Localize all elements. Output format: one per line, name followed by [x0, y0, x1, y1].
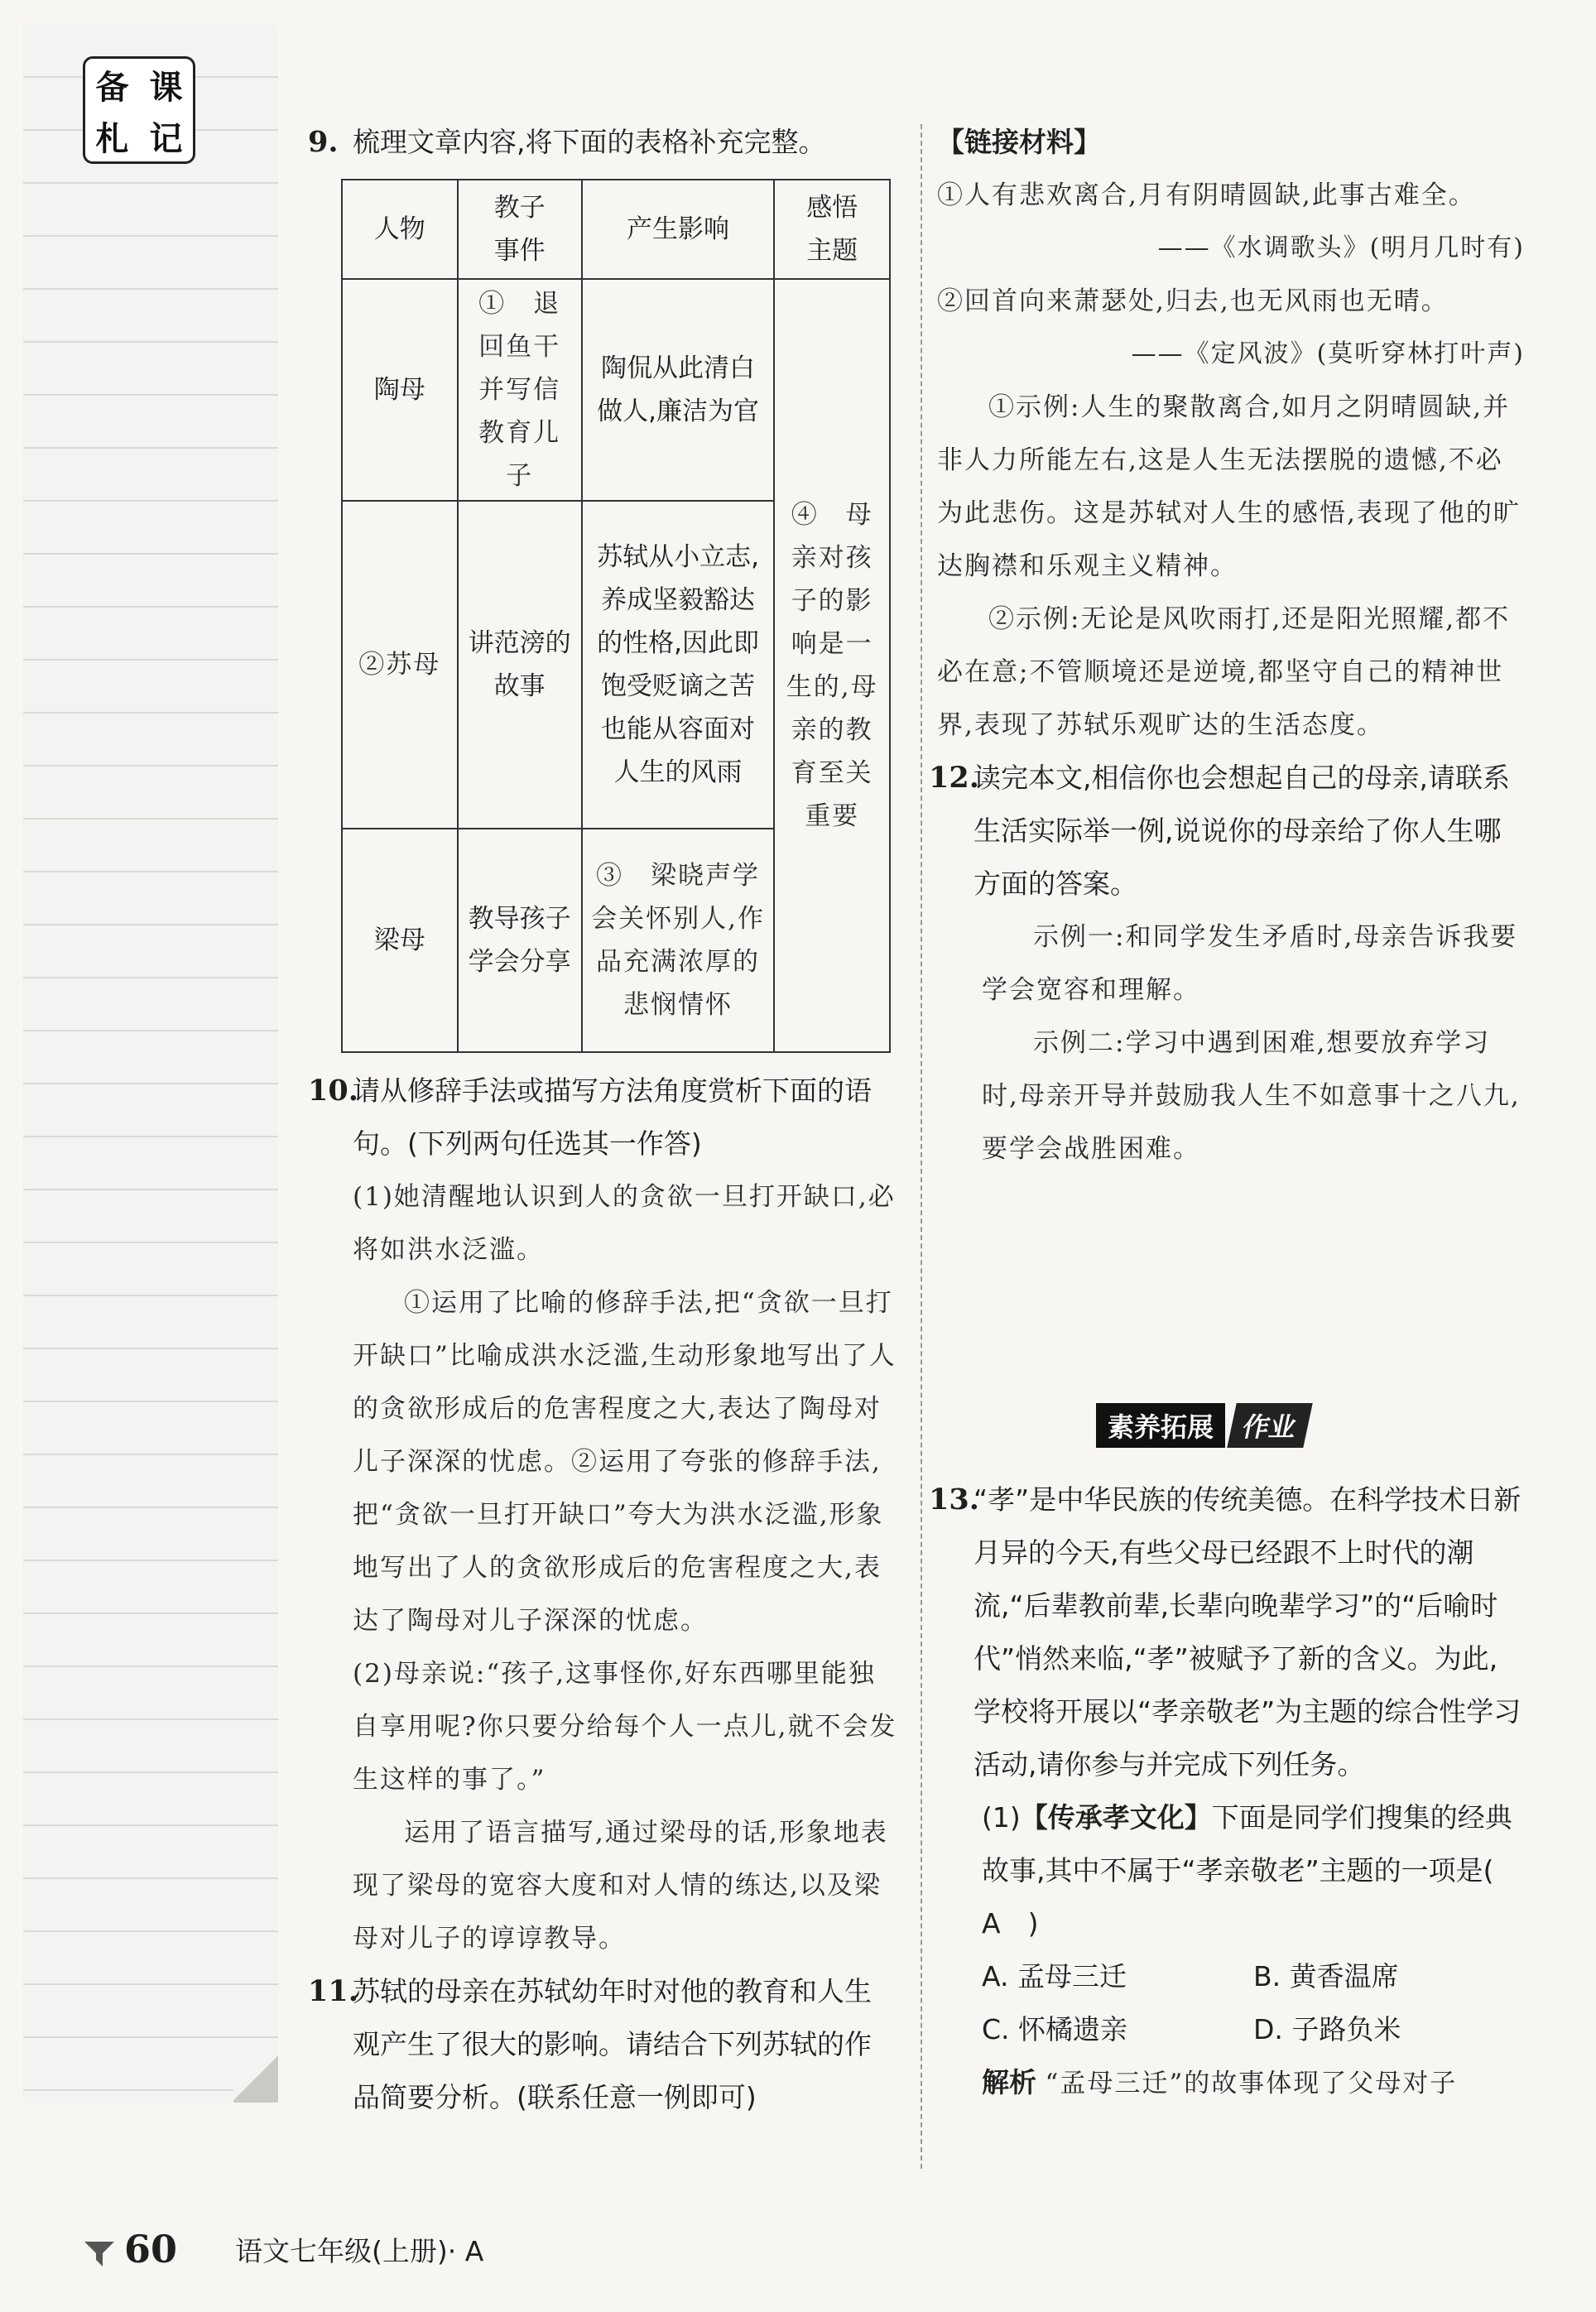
question-text: 读完本文,相信你也会想起自己的母亲,请联系生活实际举一例,说说你的母亲给了你人生哪方面的答案。 [973, 762, 1510, 900]
question-text: 请从修辞手法或描写方法角度赏析下面的语句。(下列两句任选其一作答) [353, 1074, 872, 1160]
right-column [929, 116, 1525, 1175]
note-margin [23, 25, 278, 2103]
table-row [342, 279, 890, 501]
question-9 [308, 116, 897, 169]
person-cell: 梁母 [342, 829, 458, 1052]
section-banner [1096, 1404, 1349, 1447]
question-12 [929, 752, 1525, 911]
option-b: B. 黄香温席 [1253, 1960, 1399, 1992]
logo-char: 课 [149, 67, 183, 107]
option-c: C. 怀橘遗亲 [982, 2013, 1128, 2045]
header-cell: 教子 事件 [458, 180, 582, 279]
banner-title: 素养拓展 [1096, 1403, 1225, 1448]
example-1: 示例一:和同学发生矛盾时,母亲告诉我要学会宽容和理解。 [982, 922, 1518, 1005]
left-column [308, 116, 897, 169]
question-text: “孝”是中华民族的传统美德。在科学技术日新月异的今天,有些父母已经跟不上时代的潮流,“后辈教前辈,长辈向晚辈学习”的“后喻时代”悄然来临,“孝”被赋予了新的含义。为此,学校将开展以“孝亲敬老”为主题的综合性学习活动,请你参与并完成下列任务。 [973, 1483, 1521, 1781]
header-cell: 产生影响 [582, 180, 775, 279]
option-d: D. 子路负米 [1253, 2013, 1401, 2045]
material-2-source: ——《定风波》(莫听穿林打叶声) [1131, 339, 1525, 368]
question-number: 12. [929, 761, 979, 795]
material-2: ②回首向来萧瑟处,归去,也无风雨也无晴。 [937, 286, 1449, 316]
theme-cell: ④ 母亲对孩子的影响是一生的,母亲的教育至关重要 [774, 279, 890, 1052]
impact-cell: 苏轼从小立志,养成坚毅豁达的性格,因此即饱受贬谪之苦也能从容面对人生的风雨 [582, 501, 775, 829]
page-fold [233, 2053, 278, 2103]
sentence-1: (1)她清醒地认识到人的贪欲一旦打开缺口,必将如洪水泛滥。 [353, 1182, 896, 1265]
option-a: A. 孟母三迁 [982, 1960, 1127, 1992]
event-cell: 教导孩子学会分享 [458, 829, 582, 1052]
header-cell: 感悟 主题 [774, 180, 890, 279]
answer-1: ①运用了比喻的修辞手法,把“贪欲一旦打开缺口”比喻成洪水泛滥,生动形象地写出了人的贪欲形成后的危害程度之大,表达了陶母对儿子深深的忧虑。②运用了夸张的修辞手法,把“贪欲一旦打开缺口”夸大为洪水泛滥,形象地写出了人的贪欲形成后的危害程度之大,表达了陶母对儿子深深的忧虑。 [353, 1288, 897, 1636]
question-text: 梳理文章内容,将下面的表格补充完整。 [353, 126, 826, 158]
question-number: 10. [308, 1074, 358, 1108]
logo-char: 札 [95, 118, 129, 158]
question-10 [308, 1065, 897, 1170]
example-2: 示例二:学习中遇到困难,想要放弃学习时,母亲开导并鼓励我人生不如意事十之八九,要学会战胜困难。 [982, 1028, 1521, 1164]
footer [79, 2227, 483, 2271]
answer-2: ②示例:无论是风吹雨打,还是阳光照耀,都不必在意;不管顺境还是逆境,都坚守自己的精神世界,表现了苏轼乐观旷达的生活态度。 [937, 604, 1511, 740]
question-number: 11. [308, 1974, 358, 2008]
subquestion-1 [937, 1791, 1525, 1950]
impact-cell: ③ 梁晓声学会关怀别人,作品充满浓厚的悲悯情怀 [582, 829, 775, 1052]
analysis [937, 2056, 1525, 2110]
question-text: 苏轼的母亲在苏轼幼年时对他的教育和人生观产生了很大的影响。请结合下列苏轼的作品简要分析。(联系任意一例即可) [353, 1975, 872, 2113]
subquestion-text: 下面是同学们搜集的经典故事,其中不属于“孝亲敬老”主题的一项是( A ) [982, 1801, 1521, 1939]
right-column-lower [929, 1473, 1525, 2110]
person-cell: ②苏母 [342, 501, 458, 829]
column-divider [921, 124, 922, 2169]
question-number: 13. [929, 1483, 979, 1516]
answer-2: 运用了语言描写,通过梁母的话,形象地表现了梁母的宽容大度和对人情的练达,以及梁母对儿子的谆谆教导。 [353, 1818, 888, 1954]
question-11 [308, 1965, 897, 2124]
left-column-lower [308, 1065, 897, 2124]
material-1-source: ——《水调歌头》(明月几时有) [1157, 233, 1525, 262]
logo-char: 记 [149, 118, 183, 158]
analysis-text: “孟母三迁”的故事体现了父母对子 [1045, 2069, 1458, 2098]
subquestion-tag: 【传承孝文化】 [1020, 1801, 1212, 1834]
answer-1: ①示例:人生的聚散离合,如月之阴晴圆缺,并非人力所能左右,这是人生无法摆脱的遗憾,不必为此悲伤。这是苏轼对人生的感悟,表现了他的旷达胸襟和乐观主义精神。 [937, 392, 1521, 581]
page-number: 60 [124, 2227, 178, 2271]
sentence-2: (2)母亲说:“孩子,这事怪你,好东西哪里能独自享用呢?你只要分给每个人一点儿,就不会发生这样的事了。” [353, 1659, 897, 1795]
book-title: 语文七年级(上册)· A [235, 2234, 484, 2267]
analysis-label: 解析 [982, 2066, 1036, 2098]
question-13 [929, 1473, 1525, 1791]
subquestion-label: (1) [982, 1801, 1021, 1834]
material-1: ①人有悲欢离合,月有阴晴圆缺,此事古难全。 [937, 180, 1476, 210]
impact-cell: 陶侃从此清白做人,廉洁为官 [582, 279, 775, 501]
table-header-row [342, 180, 890, 279]
event-cell: ① 退回鱼干并写信教育儿子 [458, 279, 582, 501]
lesson-notes-logo [83, 56, 195, 164]
event-cell: 讲范滂的故事 [458, 501, 582, 829]
logo-char: 备 [95, 67, 129, 107]
link-material-title: 【链接材料】 [937, 126, 1101, 158]
header-cell: 人物 [342, 180, 458, 279]
summary-table [341, 179, 891, 1053]
options [937, 1950, 1525, 2056]
person-cell: 陶母 [342, 279, 458, 501]
question-number: 9. [308, 125, 339, 159]
banner-tag: 作业 [1227, 1403, 1312, 1448]
